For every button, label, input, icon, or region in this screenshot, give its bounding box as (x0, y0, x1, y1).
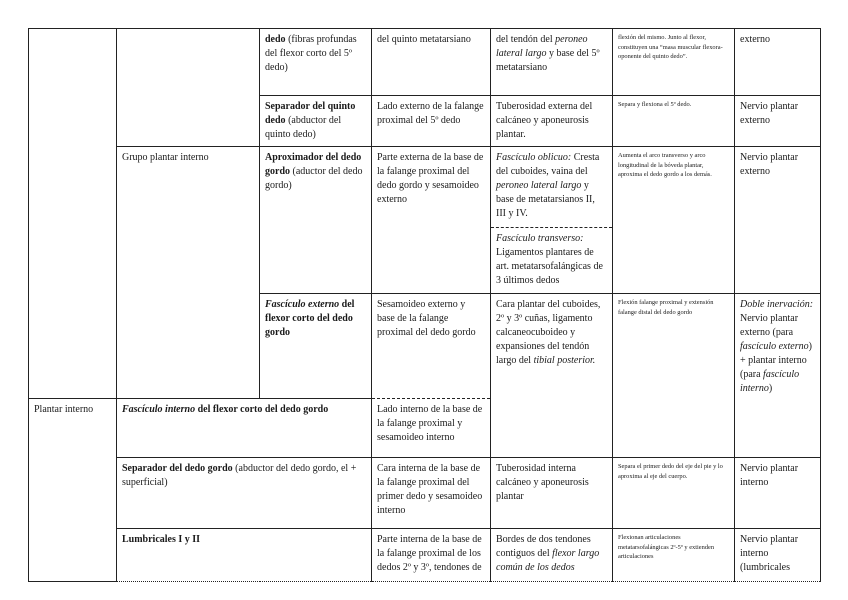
table-row (29, 147, 821, 294)
nerve-cell: Doble inervación: Nervio plantar externo (para fascículo externo) + plantar interno (para fascículo interno) (735, 294, 821, 458)
insertion-cell: Bordes de dos tendones contiguos del flexor largo común de los dedos (491, 529, 613, 582)
origin-cell: Sesamoideo externo y base de la falange proximal del dedo gordo (372, 294, 491, 399)
group-cell: Grupo plantar interno (117, 147, 260, 399)
function-cell: Flexión falange proximal y extensión falange distal del dedo gordo (613, 294, 735, 458)
origin-cell: Parte interna de la base de la falange proximal de los dedos 2º y 3º, tendones de (372, 529, 491, 582)
origin-cell: Lado interno de la base de la falange proximal y sesamoideo interno (372, 399, 491, 458)
insertion-transverse: Fascículo transverso: Ligamentos plantares de art. metatarsofalángicas de 3 últimos dedos (496, 233, 603, 286)
table-row (29, 458, 821, 529)
muscle-cell: Lumbricales I y II (117, 529, 372, 582)
group-cell (117, 29, 260, 147)
nerve-cell: externo (735, 29, 821, 96)
muscle-cell: Aproximador del dedo gordo (aductor del dedo gordo) (260, 147, 372, 294)
muscle-cell: Separador del dedo gordo (abductor del dedo gordo, el + superficial) (117, 458, 372, 529)
muscle-cell: Separador del quinto dedo (abductor del quinto dedo) (260, 96, 372, 147)
insertion-cell: Cara plantar del cuboides, 2º y 3º cuñas, ligamento calcaneocuboideo y expansiones del tendón largo del tibial posterior. (491, 294, 613, 458)
nerve-cell: Nervio plantar interno (735, 458, 821, 529)
function-cell: Aumenta el arco transverso y arco longitudinal de la bóveda plantar, aproxima el dedo gordo a los demás. (613, 147, 735, 294)
insertion-cell (491, 147, 613, 294)
origin-cell: Cara interna de la base de la falange proximal del primer dedo y sesamoideo interno (372, 458, 491, 529)
origin-cell: Parte externa de la base de la falange proximal del dedo gordo y sesamoideo externo (372, 147, 491, 294)
insertion-cell: Tuberosidad interna calcáneo y aponeurosis plantar (491, 458, 613, 529)
function-cell: Flexionan articulaciones metatarsofalángicas 2º-5º y extienden articulaciones (613, 529, 735, 582)
insertion-oblique: Fascículo oblicuo: Cresta del cuboides, vaina del peroneo lateral largo y base de metatarsianos II, III y IV. (496, 152, 600, 219)
table-row (29, 29, 821, 96)
insertion-cell: Tuberosidad externa del calcáneo y aponeurosis plantar. (491, 96, 613, 147)
table-row (29, 529, 821, 582)
insertion-cell: del tendón del peroneo lateral largo y base del 5º metatarsiano (491, 29, 613, 96)
region-cell (29, 29, 117, 399)
nerve-cell: Nervio plantar externo (735, 96, 821, 147)
origin-cell: del quinto metatarsiano (372, 29, 491, 96)
function-cell: flexión del mismo. Junto al flexor, constituyen una “masa muscular flexora-oponente del quinto dedo”. (613, 29, 735, 96)
function-cell: Separa y flexiona el 5º dedo. (613, 96, 735, 147)
region-cell: Plantar interno (29, 399, 117, 582)
muscle-cell: Fascículo interno del flexor corto del dedo gordo (117, 399, 372, 458)
anatomy-table (28, 28, 821, 582)
function-cell: Separa el primer dedo del eje del pie y lo aproxima al eje del cuerpo. (613, 458, 735, 529)
origin-cell: Lado externo de la falange proximal del 5º dedo (372, 96, 491, 147)
muscle-cell: dedo (fibras profundas del flexor corto del 5º dedo) (260, 29, 372, 96)
muscle-cell: Fascículo externo del flexor corto del dedo gordo (260, 294, 372, 399)
nerve-cell: Nervio plantar interno (lumbricales (735, 529, 821, 582)
nerve-cell: Nervio plantar externo (735, 147, 821, 294)
dashed-divider (491, 227, 612, 228)
